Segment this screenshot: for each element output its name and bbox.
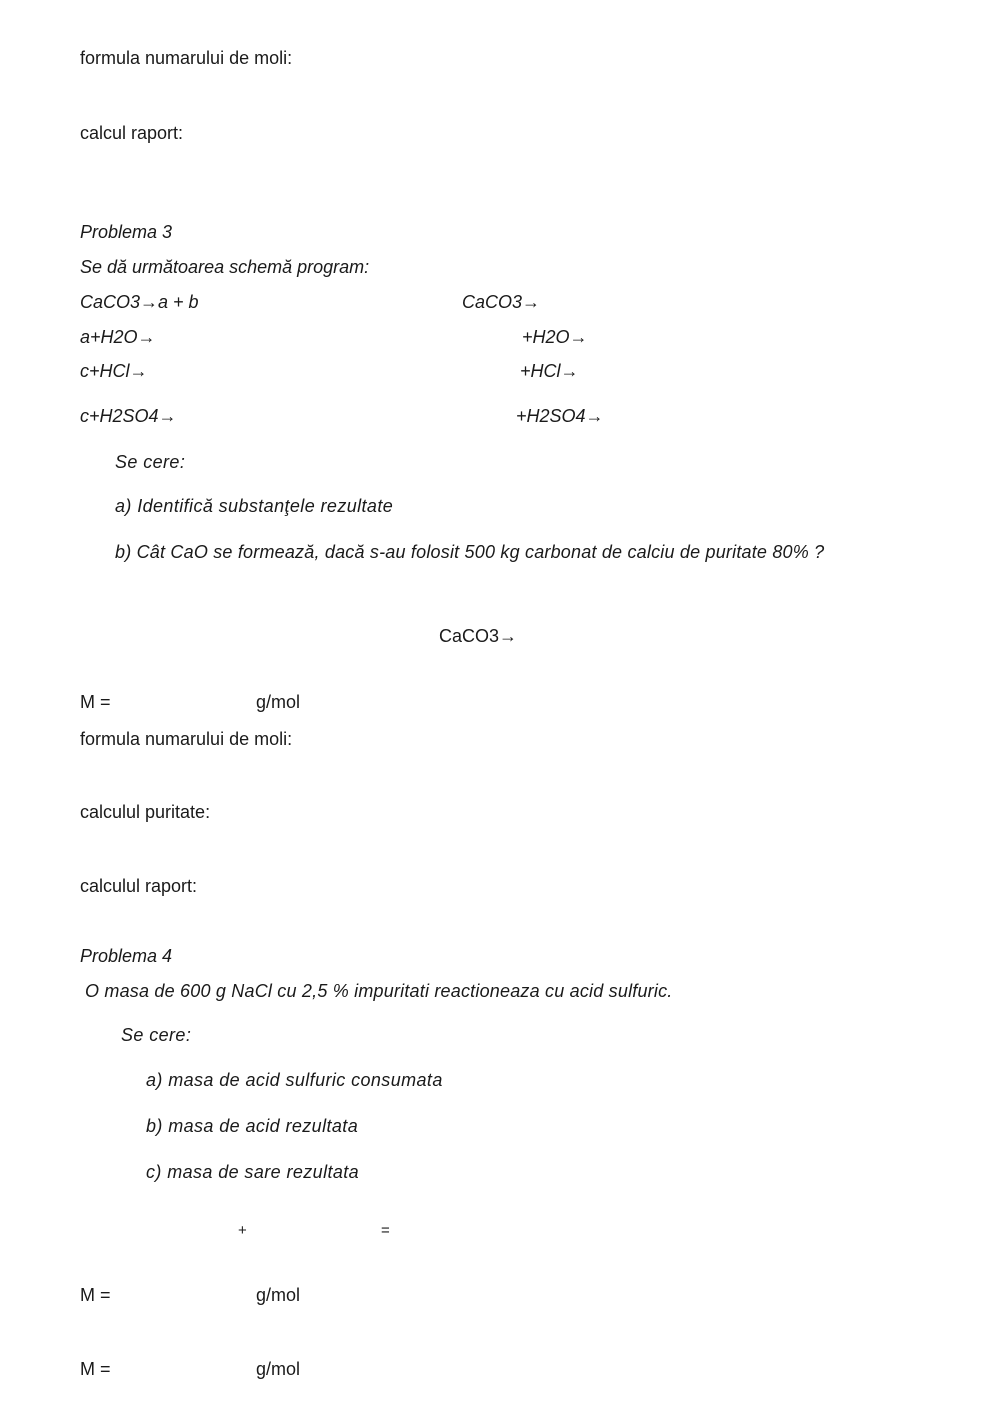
scheme-right-line: +HCl→: [520, 361, 579, 381]
scheme-right-line: CaCO3→: [462, 292, 541, 312]
scheme-left-line: CaCO3→a + b: [80, 292, 199, 312]
ratio-calc-label: calcul raport:: [80, 123, 184, 143]
equation-equals-sign: =: [381, 1222, 390, 1239]
molar-mass-label: M =: [80, 1285, 111, 1305]
scheme-left-line: c+HCl→: [80, 361, 148, 381]
problem-4-requirement-a: a) masa de acid sulfuric consumata: [146, 1070, 443, 1090]
molar-mass-label: M =: [80, 1359, 111, 1379]
scheme-left-line: c+H2SO4→: [80, 406, 177, 426]
problem-4-requirement-label: Se cere:: [121, 1025, 192, 1045]
moles-formula-label: formula numarului de moli:: [80, 729, 293, 749]
molar-mass-unit: g/mol: [256, 1359, 301, 1379]
moles-formula-label: formula numarului de moli:: [80, 48, 293, 68]
problem-3-requirement-a: a) Identifică substanţele rezultate: [115, 496, 394, 516]
problem-3-title: Problema 3: [80, 222, 173, 242]
problem-3-equation: CaCO3→: [439, 626, 518, 646]
problem-4-title: Problema 4: [80, 946, 173, 966]
problem-3-requirement-label: Se cere:: [115, 452, 186, 472]
ratio-calc-label: calculul raport:: [80, 876, 198, 896]
molar-mass-unit: g/mol: [256, 1285, 301, 1305]
problem-4-requirement-c: c) masa de sare rezultata: [146, 1162, 360, 1182]
purity-calc-label: calculul puritate:: [80, 802, 211, 822]
molar-mass-unit: g/mol: [256, 692, 301, 712]
scheme-right-line: +H2SO4→: [516, 406, 604, 426]
scheme-right-line: +H2O→: [522, 327, 588, 347]
problem-3-intro: Se dă următoarea schemă program:: [80, 257, 370, 277]
molar-mass-label: M =: [80, 692, 111, 712]
problem-4-statement: O masa de 600 g NaCl cu 2,5 % impuritati reactioneaza cu acid sulfuric.: [85, 981, 673, 1001]
problem-4-requirement-b: b) masa de acid rezultata: [146, 1116, 359, 1136]
equation-plus-sign: +: [238, 1222, 247, 1239]
problem-3-requirement-b: b) Cât CaO se formează, dacă s-au folosit 500 kg carbonat de calciu de puritate 80% ?: [115, 542, 825, 562]
scheme-left-line: a+H2O→: [80, 327, 156, 347]
